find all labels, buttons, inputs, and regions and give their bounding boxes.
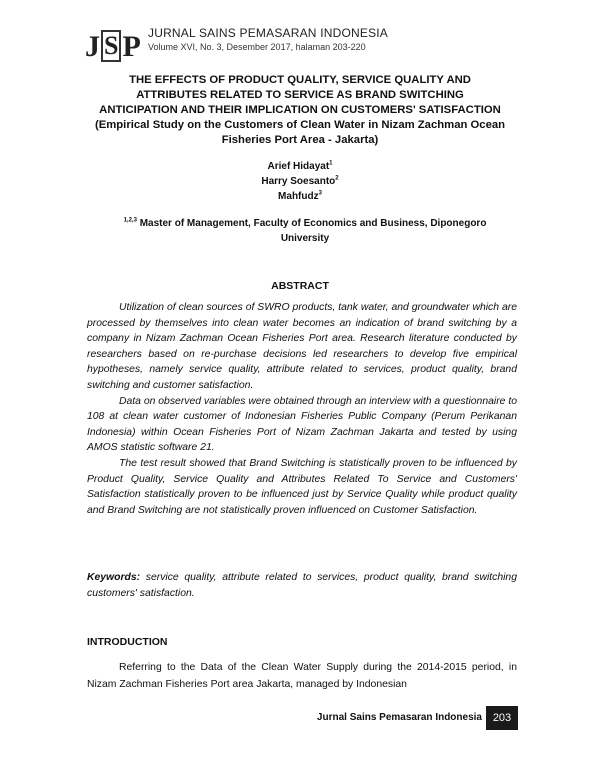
journal-logo: [85, 24, 141, 62]
title-line: (Empirical Study on the Customers of Clean Water in Nizam Zachman Ocean: [94, 119, 506, 131]
introduction-text: [87, 659, 517, 693]
author-affiliation-mark: 1: [329, 160, 333, 167]
logo-letter-s: S: [101, 30, 121, 62]
keywords-text: service quality, attribute related to services, product quality, brand switching customers' satisfaction.: [87, 572, 517, 599]
abstract-paragraph: Data on observed variables were obtained through an interview with a questionnaire to 108 at clean water customer of Indonesian Fisheries Public Company (Perum Perikanan Indonesia) within Ocean Fisheries Port of Nizam Zachman Jakarta and tested by using AMOS statistic software 21.: [87, 395, 517, 454]
logo-letter-j: J: [85, 30, 100, 63]
paper-title: [80, 73, 520, 148]
author-affiliation-mark: 3: [318, 190, 322, 197]
abstract-body: [87, 300, 517, 518]
abstract-paragraph: The test result showed that Brand Switching is statistically proven to be influenced by Product Quality, Service Quality and Attributes Related To Service and Customers' Satisfaction statistically proven to be influenced just by Service Quality while product quality and Brand Switching are not statistically proven influenced on Customer Satisfaction.: [87, 457, 517, 516]
journal-name: JURNAL SAINS PEMASARAN INDONESIA: [148, 26, 389, 40]
abstract-heading: ABSTRACT: [271, 280, 329, 292]
affiliation-line: University: [280, 233, 330, 244]
title-line: ANTICIPATION AND THEIR IMPLICATION ON CUSTOMERS' SATISFACTION: [99, 104, 501, 116]
author-name: Harry Soesanto: [261, 176, 336, 187]
journal-volume: Volume XVI, No. 3, Desember 2017, halaman 203-220: [148, 42, 366, 52]
abstract-paragraph: Utilization of clean sources of SWRO products, tank water, and groundwater which are processed by themselves into clean water becomes an indication of brand switching by a company in Nizam Zachman Ocean Fisheries Port area. Research literature conducted by researchers based on re-purchase decisions led researchers to develop five empirical hypotheses, namely service quality, attribute related to services, product quality, brand switching and customer satisfaction.: [87, 302, 517, 391]
keywords: [87, 570, 517, 601]
author-affiliation-mark: 2: [335, 175, 339, 182]
author: [80, 189, 520, 204]
author: [80, 159, 520, 174]
logo-letter-p: P: [122, 30, 141, 63]
affiliation-mark: 1,2,3: [123, 217, 137, 224]
footer-journal-name: Jurnal Sains Pemasaran Indonesia: [316, 712, 482, 723]
affiliation: [95, 216, 515, 246]
keywords-label: Keywords:: [87, 572, 141, 583]
title-line: Fisheries Port Area - Jakarta): [221, 134, 379, 146]
page-number: 203: [486, 706, 518, 730]
title-line: ATTRIBUTES RELATED TO SERVICE AS BRAND SWITCHING: [136, 89, 464, 101]
introduction-heading: INTRODUCTION: [87, 636, 168, 648]
author-name: Arief Hidayat: [267, 161, 330, 172]
author-list: [80, 159, 520, 204]
title-line: THE EFFECTS OF PRODUCT QUALITY, SERVICE QUALITY AND: [129, 74, 471, 86]
affiliation-line: Master of Management, Faculty of Economics and Business, Diponegoro: [136, 218, 487, 229]
author-name: Mahfudz: [278, 191, 319, 202]
introduction-paragraph: Referring to the Data of the Clean Water Supply during the 2014-2015 period, in Nizam Zachman Fisheries Port area Jakarta, managed by Indonesian: [87, 662, 517, 690]
author: [80, 174, 520, 189]
